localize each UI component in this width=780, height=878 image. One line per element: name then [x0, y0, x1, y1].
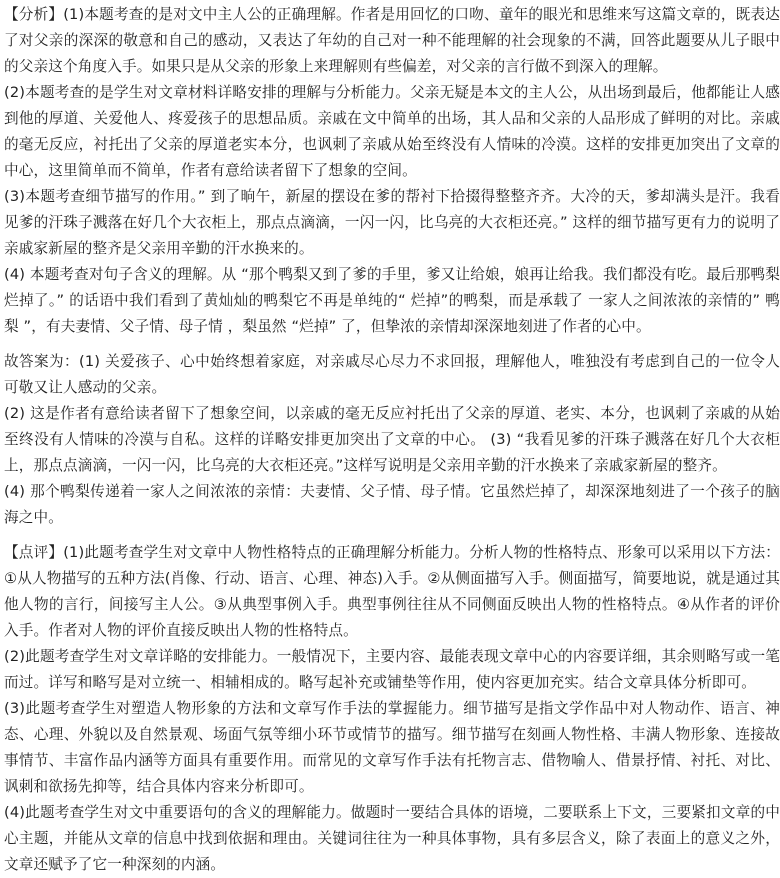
- answer-paragraph-2: (2) 这是作者有意给读者留下了想象空间，以亲戚的毫无反应衬托出了父亲的厚道、老实、本分，也讽刺了亲戚的从始至终没有人情味的冷漠与自私。这样的详略安排更加突出了文章的中心。 (3) “我看见爹的汗珠子溅落在好几个大衣柜上，那点点滴滴，一闪一闪，比乌亮的大衣柜还亮。”这样写说明是父亲用辛勤的汗水换来了亲戚家新屋的整齐。: [4, 405, 780, 474]
- comment-paragraph-1: 【点评】(1)此题考查学生对文章中人物性格特点的正确理解分析能力。分析人物的性格特点、形象可以采用以下方法：①从人物描写的五种方法(肖像、行动、语言、心理、神态)入手。②从侧面描写入手。侧面描写，简要地说，就是通过其他人物的言行，间接写主人公。③从典型事例入手。典型事例往往从不同侧面反映出人物的性格特点。④从作者的评价入手。作者对人物的评价直接反映出人物的性格特点。: [4, 544, 780, 639]
- analysis-section: [4, 2, 780, 340]
- analysis-paragraph-2: (2)本题考查的是学生对文章材料详略安排的理解与分析能力。父亲无疑是本文的主人公，从出场到最后，他都能让人感到他的厚道、关爱他人、疼爱孩子的思想品质。亲戚在文中简单的出场，其人品和父亲的人品形成了鲜明的对比。亲戚的毫无反应，衬托出了父亲的厚道老实本分，也讽刺了亲戚从始至终没有人情味的冷漠。这样的安排更加突出了文章的中心，这里简单而不简单，作者有意给读者留下了想象的空间。: [4, 84, 780, 179]
- analysis-paragraph-1: 【分析】(1)本题考查的是对文中主人公的正确理解。作者是用回忆的口吻、童年的眼光和思维来写这篇文章的，既表达了对父亲的深深的敬意和自己的感动，又表达了年幼的自己对一种不能理解的社会现象的不满，回答此题要从儿子眼中的父亲这个角度入手。如果只是从父亲的形象上来理解则有些偏差，对父亲的言行做不到深入的理解。: [4, 6, 780, 75]
- answer-paragraph-1: 故答案为：(1) 关爱孩子、心中始终想着家庭，对亲戚尽心尽力不求回报，理解他人，唯独没有考虑到自己的一位令人可敬又让人感动的父亲。: [4, 353, 780, 396]
- answer-paragraph-3: (4) 那个鸭梨传递着一家人之间浓浓的亲情：夫妻情、父子情、母子情。它虽然烂掉了，却深深地刻进了一个孩子的脑海之中。: [4, 483, 780, 526]
- comment-section: [4, 540, 780, 878]
- analysis-paragraph-4: (4) 本题考查对句子含义的理解。从 “那个鸭梨又到了爹的手里，爹又让给娘，娘再让给我。我们都没有吃。最后那鸭梨烂掉了。” 的话语中我们看到了黄灿灿的鸭梨它不再是单纯的“ 烂掉”的鸭梨，而是承载了 一家人之间浓浓的亲情的” 鸭梨 ”，有夫妻情、父子情、母子情 ，梨虽然 “烂掉” 了，但挚浓的亲情却深深地刻进了作者的心中。: [4, 266, 780, 335]
- comment-paragraph-3: (3)此题考查学生对塑造人物形象的方法和文章写作手法的掌握能力。细节描写是指文学作品中对人物动作、语言、神态、心理、外貌以及自然景观、场面气氛等细小环节或情节的描写。细节描写在刻画人物性格、丰满人物形象、连接故事情节、丰富作品内涵等方面具有重要作用。而常见的文章写作手法有托物言志、借物喻人、借景抒情、衬托、对比、讽刺和欲扬先抑等，结合具体内容来分析即可。: [4, 700, 780, 795]
- analysis-paragraph-3: (3)本题考查细节描写的作用。” 到了晌午，新屋的摆设在爹的帮衬下拾掇得整整齐齐。大冷的天，爹却满头是汗。我看见爹的汗珠子溅落在好几个大衣柜上，那点点滴滴，一闪一闪，比乌亮的大衣柜还亮。” 这样的细节描写更有力的说明了亲戚家新屋的整齐是父亲用辛勤的汗水换来的。: [4, 188, 780, 257]
- answer-section: [4, 349, 780, 531]
- comment-paragraph-2: (2)此题考查学生对文章详略的安排能力。一般情况下，主要内容、最能表现文章中心的内容要详细，其余则略写或一笔而过。详写和略写是对立统一、相辅相成的。略写起补充或铺垫等作用，使内容更加充实。结合文章具体分析即可。: [4, 648, 780, 691]
- comment-paragraph-4: (4)此题考查学生对文中重要语句的含义的理解能力。做题时一要结合具体的语境，二要联系上下文，三要紧扣文章的中心主题，并能从文章的信息中找到依据和理由。关键词往往为一种具体事物，具有多层含义，除了表面上的意义之外，文章还赋予了它一种深刻的内涵。: [4, 804, 780, 873]
